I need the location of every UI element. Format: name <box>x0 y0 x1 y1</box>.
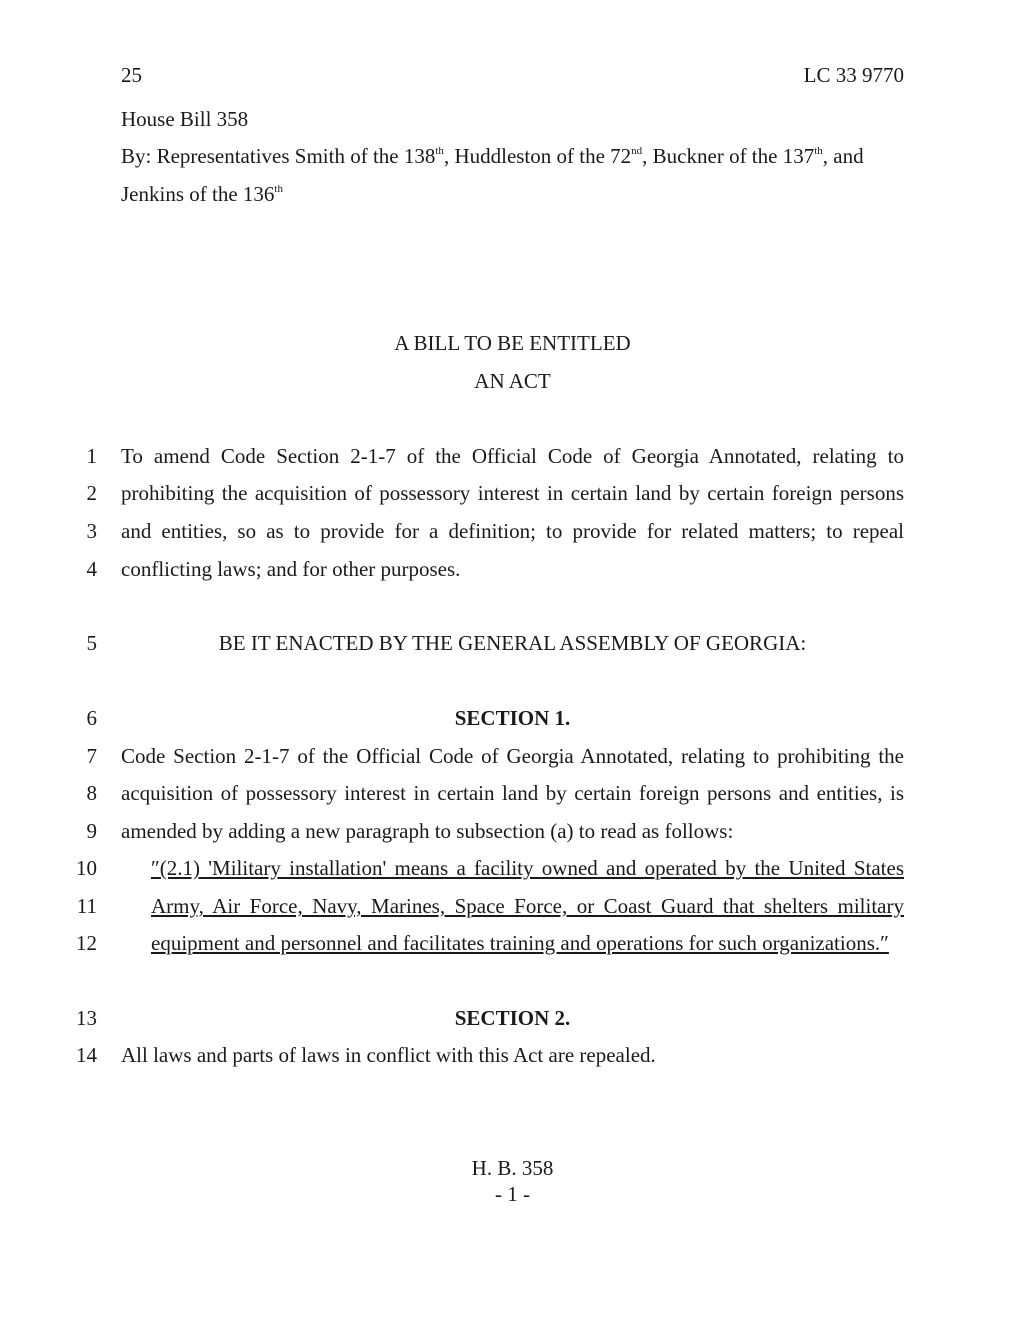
line-number: 5 <box>86 631 97 655</box>
line-number: 13 <box>76 1006 97 1030</box>
inserted-text: ″(2.1) 'Military installation' means a facility owned and operated by the United States <box>151 856 904 880</box>
section-1-heading: SECTION 1. <box>454 706 571 730</box>
section-2-heading: SECTION 2. <box>454 1006 571 1030</box>
inserted-text-line <box>151 930 904 956</box>
line-number: 10 <box>76 856 97 880</box>
line-text: Code Section 2-1-7 of the Official Code of Georgia Annotated, relating to prohibiting the <box>121 744 904 768</box>
lc-code: LC 33 9770 <box>803 63 904 87</box>
sup-th-3: th <box>274 183 283 195</box>
footer-page-number: - 1 - <box>495 1182 530 1206</box>
heading-bill: A BILL TO BE ENTITLED <box>394 331 631 355</box>
sponsors-line-2 <box>121 181 283 207</box>
bill-title: House Bill 358 <box>121 107 249 131</box>
sup-nd: nd <box>631 145 643 157</box>
line-number: 8 <box>86 781 97 805</box>
line-text: and entities, so as to provide for a definition; to provide for related matters; to repeal <box>121 519 904 543</box>
page-code: 25 <box>121 63 142 87</box>
line-number: 9 <box>86 819 97 843</box>
line-text: To amend Code Section 2-1-7 of the Official Code of Georgia Annotated, relating to <box>121 444 904 468</box>
line-number: 14 <box>76 1043 97 1067</box>
enacting-clause: BE IT ENACTED BY THE GENERAL ASSEMBLY OF GEORGIA: <box>218 631 807 655</box>
sponsors-part3: , Buckner of the 137 <box>642 144 815 168</box>
line-text: conflicting laws; and for other purposes. <box>121 557 461 581</box>
sponsors-part2: , Huddleston of the 72 <box>443 144 632 168</box>
line-number: 12 <box>76 931 97 955</box>
line-number: 11 <box>76 894 97 918</box>
line-text: All laws and parts of laws in conflict with this Act are repealed. <box>121 1043 656 1067</box>
line-number: 7 <box>86 744 97 768</box>
sup-th-1: th <box>435 145 444 157</box>
line-text: amended by adding a new paragraph to subsection (a) to read as follows: <box>121 819 734 843</box>
line-number: 3 <box>86 519 97 543</box>
line-number: 2 <box>86 481 97 505</box>
line-text: acquisition of possessory interest in certain land by certain foreign persons and entities, is <box>121 781 904 805</box>
footer-bill-number: H. B. 358 <box>471 1156 554 1180</box>
inserted-text-line <box>151 855 904 881</box>
inserted-text: Army, Air Force, Navy, Marines, Space Force, or Coast Guard that shelters military <box>151 894 904 918</box>
line-number: 4 <box>86 557 97 581</box>
sponsors-part4: , and <box>822 144 864 168</box>
heading-act: AN ACT <box>474 369 551 393</box>
sup-th-2: th <box>814 145 823 157</box>
line-text: prohibiting the acquisition of possessory interest in certain land by certain foreign persons <box>121 481 904 505</box>
sponsors-line-1 <box>121 143 904 169</box>
sponsors-line2-text: Jenkins of the 136 <box>121 182 275 206</box>
line-number: 6 <box>86 706 97 730</box>
line-number: 1 <box>86 444 97 468</box>
sponsors-prefix: By: Representatives Smith of the 138 <box>121 144 436 168</box>
inserted-text-line <box>151 893 904 919</box>
inserted-text: equipment and personnel and facilitates training and operations for such organizations.″ <box>151 931 889 955</box>
